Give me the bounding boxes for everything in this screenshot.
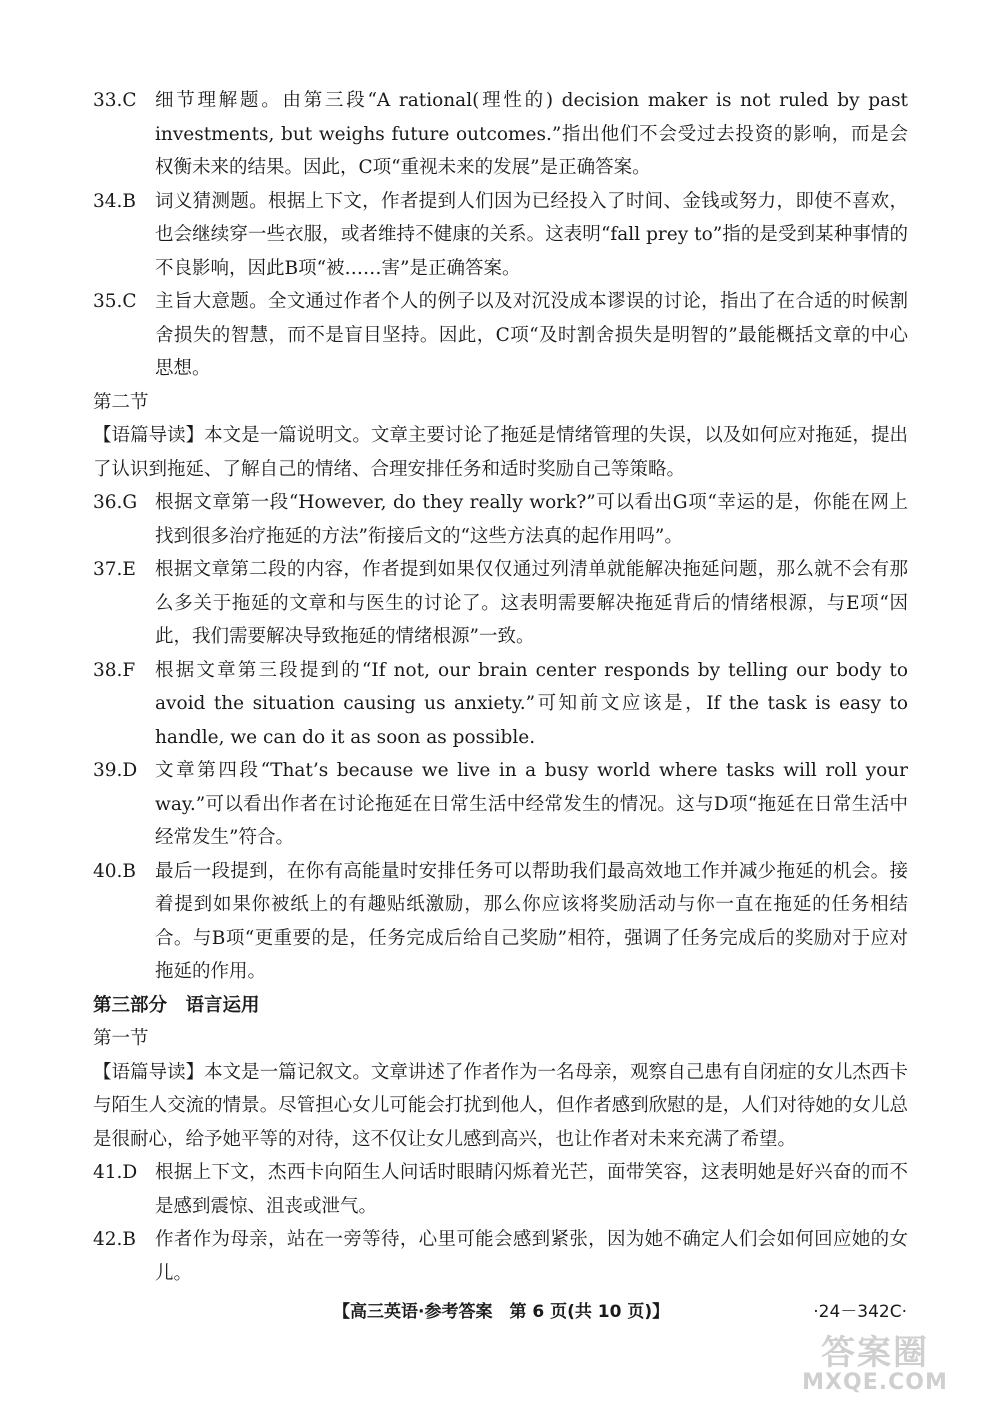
answer-item: [93, 1156, 908, 1223]
watermark-bottom: MXQE.COM: [802, 1370, 948, 1395]
footer-title: 【高三英语·参考答案 第 6 页(共 10 页)】: [333, 1302, 670, 1322]
answer-item: [93, 553, 908, 654]
answer-item: [93, 285, 908, 386]
part3-guide: [93, 1056, 908, 1157]
answer-item: [93, 654, 908, 755]
answer-item: [93, 754, 908, 855]
section2-guide: [93, 419, 908, 486]
answer-number: 39.D: [93, 760, 138, 781]
answer-item: [93, 84, 908, 185]
watermark-logo: [780, 1335, 970, 1395]
answer-list-seven-choose-five: [93, 486, 908, 989]
answer-number: 42.B: [93, 1229, 137, 1250]
answer-number: 40.B: [93, 860, 137, 882]
answer-explanation: 词义猜测题。根据上下文，作者提到人们因为已经投入了时间、金钱或努力，即使不喜欢，也会继续穿一些衣服，或者维持不健康的关系。这表明“fall prey to”指的是受到某种事情的不良影响，因此B项“被……害”是正确答案。: [155, 190, 908, 279]
answer-explanation: 主旨大意题。全文通过作者个人的例子以及对沉没成本谬误的讨论，指出了在合适的时候割舍损失的智慧，而不是盲目坚持。因此，C项“及时割舍损失是明智的”最能概括文章的中心思想。: [155, 291, 908, 379]
answer-item: [93, 855, 908, 989]
answer-number: 34.B: [93, 190, 137, 212]
guide-label: 【语篇导读】: [93, 425, 205, 446]
answer-explanation: 根据上下文，杰西卡向陌生人问话时眼睛闪烁着光芒，面带笑容，这表明她是好兴奋的而不是感到震惊、沮丧或泄气。: [155, 1162, 908, 1217]
answer-page: [93, 84, 908, 1290]
answer-list-reading-c: [93, 84, 908, 386]
footer-code: ·24－342C·: [813, 1302, 907, 1322]
answer-explanation: 最后一段提到，在你有高能量时安排任务可以帮助我们最高效地工作并减少拖延的机会。接着提到如果你被纸上的有趣贴纸激励，那么你应该将奖励活动与你一直在拖延的任务相结合。与B项“更重要的是，任务完成后给自己奖励”相符，强调了任务完成后的奖励对于应对拖延的作用。: [155, 860, 908, 982]
part3-sub-heading: 第一节: [93, 1028, 149, 1049]
guide-label: 【语篇导读】: [93, 1061, 205, 1083]
answer-explanation: 作者作为母亲，站在一旁等待，心里可能会感到紧张，因为她不确定人们会如何回应她的女儿。: [155, 1229, 908, 1284]
answer-number: 37.E: [93, 559, 136, 580]
answer-number: 33.C: [93, 90, 137, 111]
answer-item: [93, 1223, 908, 1290]
answer-explanation: 文章第四段“That’s because we live in a busy world where tasks will roll your way.”可以看出作者在讨论拖延在日常生活中经常发生的情况。这与D项“拖延在日常生活中经常发生”符合。: [155, 760, 908, 848]
answer-number: 41.D: [93, 1162, 138, 1183]
section-heading-2: 第二节: [93, 391, 149, 413]
answer-number: 36.G: [93, 492, 138, 513]
page-footer: [0, 1297, 1000, 1327]
answer-number: 35.C: [93, 291, 137, 312]
answer-explanation: 根据文章第三段提到的“If not, our brain center responds by telling our body to avoid the situation causing us anxiety.”可知前文应该是，If the task is easy to handle, we can do it as soon as possible.: [155, 659, 908, 748]
answer-explanation: 根据文章第一段“However, do they really work?”可以看出G项“幸运的是，你能在网上找到很多治疗拖延的方法”衔接后文的“这些方法真的起作用吗”。: [155, 492, 908, 547]
answer-item: [93, 185, 908, 286]
answer-item: [93, 486, 908, 553]
part3-heading: 第三部分 语言运用: [93, 994, 260, 1016]
guide-text: 本文是一篇记叙文。文章讲述了作者作为一名母亲，观察自己患有自闭症的女儿杰西卡与陌生人交流的情景。尽管担心女儿可能会打扰到他人，但作者感到欣慰的是，人们对待她的女儿总是很耐心，给予她平等的对待，这不仅让女儿感到高兴，也让作者对未来充满了希望。: [93, 1061, 908, 1150]
answer-explanation: 根据文章第二段的内容，作者提到如果仅仅通过列清单就能解决拖延问题，那么就不会有那么多关于拖延的文章和与医生的讨论了。这表明需要解决拖延背后的情绪根源，与E项“因此，我们需要解决导致拖延的情绪根源”一致。: [155, 559, 908, 647]
answer-number: 38.F: [93, 659, 136, 681]
answer-list-cloze: [93, 1156, 908, 1290]
answer-explanation: 细节理解题。由第三段“A rational(理性的) decision maker is not ruled by past investments, but weighs future outcomes.”指出他们不会受过去投资的影响，而是会权衡未来的结果。因此，C项“重视未来的发展”是正确答案。: [155, 90, 908, 178]
guide-text: 本文是一篇说明文。文章主要讨论了拖延是情绪管理的失误，以及如何应对拖延，提出了认识到拖延、了解自己的情绪、合理安排任务和适时奖励自己等策略。: [93, 425, 908, 480]
watermark-top: 答案圈: [821, 1333, 929, 1373]
